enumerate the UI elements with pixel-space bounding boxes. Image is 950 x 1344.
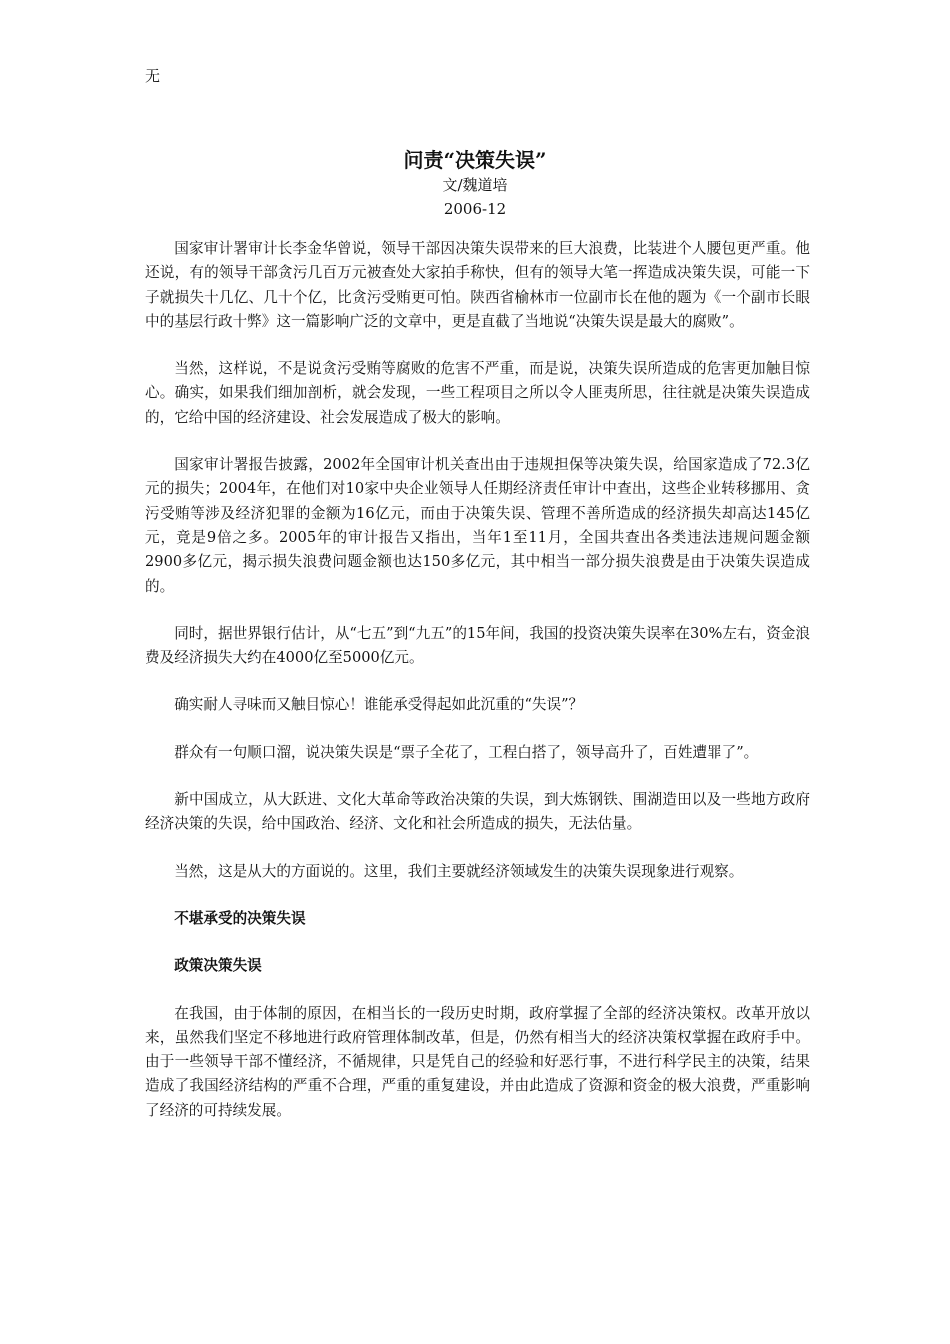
subsection-heading: 政策决策失误 bbox=[174, 957, 262, 975]
paragraph: 同时，据世界银行估计，从“七五”到“九五”的15年间，我国的投资决策失误率在30%左右，资金浪费及经济损失大约在4000亿至5000亿元。 bbox=[145, 624, 810, 667]
paragraph: 当然，这是从大的方面说的。这里，我们主要就经济领域发生的决策失误现象进行观察。 bbox=[174, 862, 744, 880]
paragraph: 当然，这样说，不是说贪污受贿等腐败的危害不严重，而是说，决策失误所造成的危害更加触目惊心。确实，如果我们细加剖析，就会发现，一些工程项目之所以令人匪夷所思，往往就是决策失误造成的，它给中国的经济建设、社会发展造成了极大的影响。 bbox=[145, 360, 810, 426]
paragraph: 在我国，由于体制的原因，在相当长的一段历史时期，政府掌握了全部的经济决策权。改革开放以来，虽然我们坚定不移地进行政府管理体制改革，但是，仍然有相当大的经济决策权掌握在政府手中。由于一些领导干部不懂经济，不循规律，只是凭自己的经验和好恶行事，不进行科学民主的决策，结果造成了我国经济结构的严重不合理，严重的重复建设，并由此造成了资源和资金的极大浪费，严重影响了经济的可持续发展。 bbox=[145, 1004, 810, 1119]
paragraph: 国家审计署报告披露，2002年全国审计机关查出由于违规担保等决策失误，给国家造成了72.3亿元的损失；2004年，在他们对10家中央企业领导人任期经济责任审计中查出，这些企业转移挪用、贪污受贿等涉及经济犯罪的金额为16亿元，而由于决策失误、管理不善所造成的经济损失却高达145亿元，竟是9倍之多。2005年的审计报告又指出，当年1至11月，全国共查出各类违法违规问题金额2900多亿元，揭示损失浪费问题金额也达150多亿元，其中相当一部分损失浪费是由于决策失误造成的。 bbox=[145, 456, 810, 595]
paragraph: 确实耐人寻味而又触目惊心！谁能承受得起如此沉重的“失误”？ bbox=[174, 696, 584, 714]
section-heading: 不堪承受的决策失误 bbox=[174, 909, 306, 927]
article-date: 2006-12 bbox=[443, 200, 507, 218]
article-body bbox=[145, 237, 810, 1146]
paragraph: 国家审计署审计长李金华曾说，领导干部因决策失误带来的巨大浪费，比装进个人腰包更严重。他还说，有的领导干部贪污几百万元被查处大家拍手称快，但有的领导大笔一挥造成决策失误，可能一下子就损失十几亿、几十个亿，比贪污受贿更可怕。陕西省榆林市一位副市长在他的题为《一个副市长眼中的基层行政十弊》这一篇影响广泛的文章中，更是直截了当地说“决策失误是最大的腐败”。 bbox=[145, 240, 810, 330]
title-block bbox=[145, 147, 805, 221]
article-title: 问责“决策失误” bbox=[403, 148, 547, 172]
paragraph: 群众有一句顺口溜，说决策失误是“票子全花了，工程白搭了，领导高升了，百姓遭罪了”。 bbox=[174, 743, 759, 761]
header-mark: 无 bbox=[145, 67, 161, 85]
paragraph: 新中国成立，从大跃进、文化大革命等政治决策的失误，到大炼钢铁、围湖造田以及一些地方政府经济决策的失误，给中国政治、经济、文化和社会所造成的损失，无法估量。 bbox=[145, 791, 810, 833]
article-byline: 文/魏道培 bbox=[442, 176, 508, 194]
